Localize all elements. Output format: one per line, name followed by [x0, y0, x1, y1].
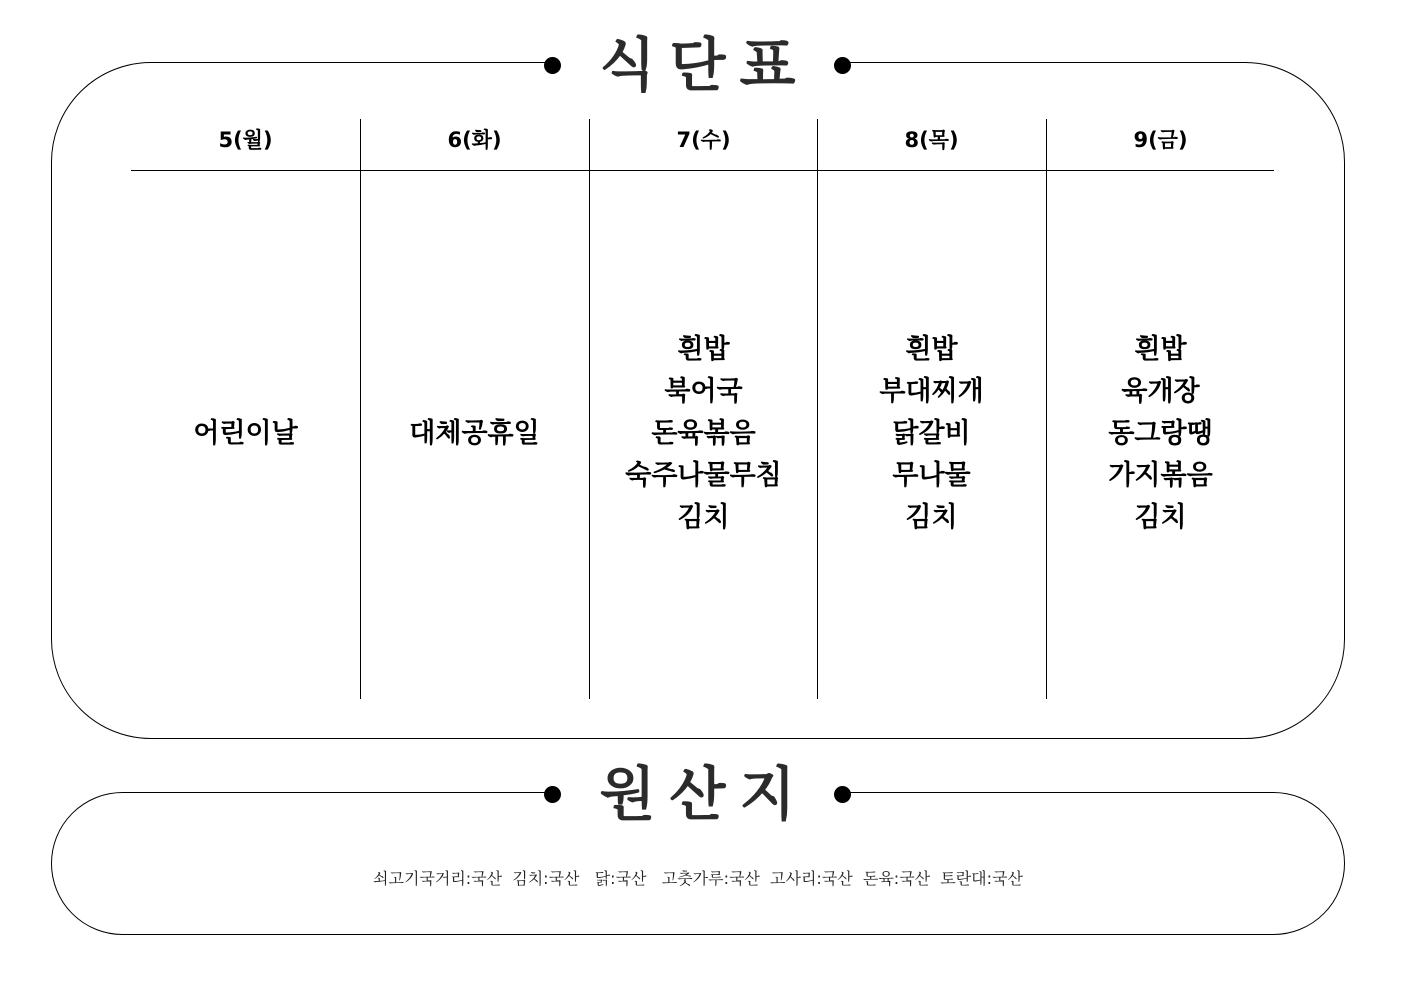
- menu-item: 김치: [1134, 502, 1187, 533]
- origin-title: 원산지: [599, 760, 810, 828]
- menu-item: 돈육볶음: [651, 418, 756, 449]
- day-column-wed: [589, 119, 818, 699]
- menu-list: [1046, 329, 1275, 539]
- menu-item: 동그랑땡: [1108, 418, 1213, 449]
- day-header: 6(화): [447, 128, 502, 152]
- title-dot-right: [834, 786, 851, 803]
- title-dot-right: [834, 57, 851, 74]
- day-column-mon: [131, 119, 360, 699]
- day-header: 7(수): [676, 128, 731, 152]
- menu-item: 육개장: [1121, 376, 1200, 407]
- day-header: 5(월): [218, 128, 273, 152]
- menu-item: 숙주나물무침: [625, 460, 782, 491]
- menu-item: 흰밥: [1134, 334, 1187, 365]
- menu-title: 식단표: [599, 31, 810, 99]
- origin-info-text: 쇠고기국거리:국산 김치:국산 닭:국산 고춧가루:국산 고사리:국산 돈육:국산 토란대:국산: [373, 869, 1023, 888]
- menu-item: 흰밥: [905, 334, 958, 365]
- menu-title-bar: [553, 33, 842, 97]
- menu-item: 부대찌개: [879, 376, 984, 407]
- day-column-tue: [360, 119, 589, 699]
- menu-list: [817, 329, 1046, 539]
- menu-item: 무나물: [892, 460, 971, 491]
- menu-item: 북어국: [664, 376, 743, 407]
- menu-item: 가지볶음: [1108, 460, 1213, 491]
- day-column-fri: [1046, 119, 1275, 699]
- menu-item: 흰밥: [677, 334, 730, 365]
- holiday-label: 대체공휴일: [409, 418, 540, 449]
- origin-title-bar: [553, 762, 842, 826]
- menu-list: [589, 329, 818, 539]
- menu-item: 닭갈비: [892, 418, 971, 449]
- day-column-thu: [817, 119, 1046, 699]
- day-header: 8(목): [904, 128, 959, 152]
- menu-item: 김치: [677, 502, 730, 533]
- day-header: 9(금): [1133, 128, 1188, 152]
- holiday-label: 어린이날: [193, 418, 298, 449]
- menu-item: 김치: [905, 502, 958, 533]
